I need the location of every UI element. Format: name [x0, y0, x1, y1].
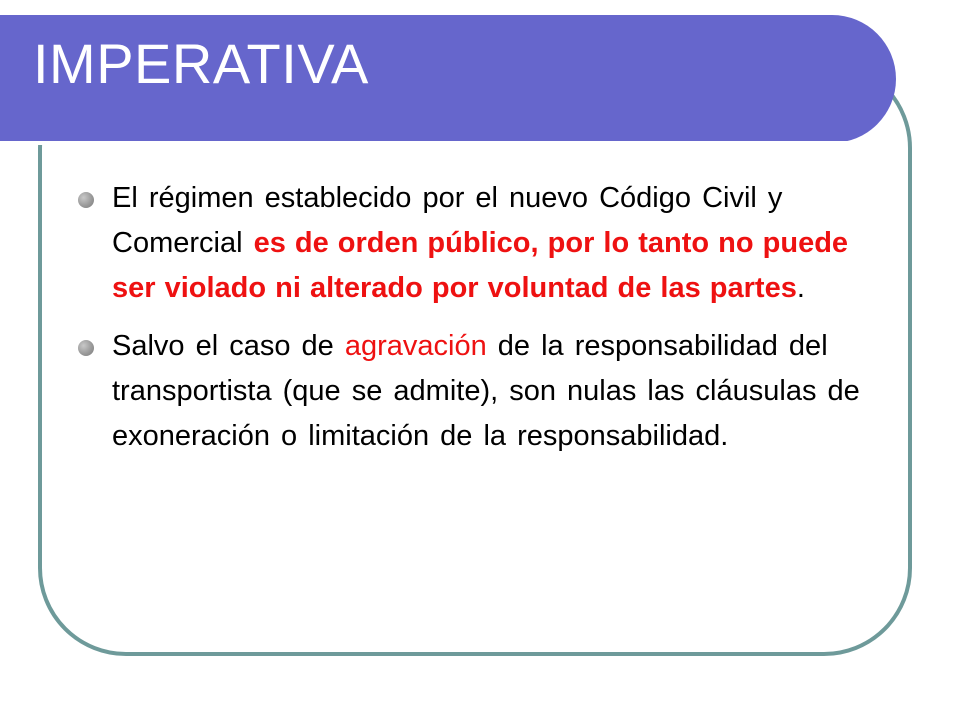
bullet-highlight: agravación — [344, 330, 487, 362]
bullet-item-orden-publico — [78, 176, 878, 311]
bullet-item-agravacion — [78, 324, 878, 459]
bullet-text: Salvo el caso de — [112, 330, 345, 362]
bullet-dot-icon — [78, 192, 94, 208]
bullet-text-end: . — [796, 272, 805, 304]
bullet-highlight: es de orden público, por lo tanto no puede ser violado ni alterado por voluntad de las partes — [112, 227, 849, 304]
bullet-text-end: de la responsabilidad del transportista (que se admite), son nulas las cláusulas de exoneración o limitación de la responsabilidad. — [112, 330, 860, 452]
bullet-text: El régimen establecido por el nuevo Código Civil y Comercial — [112, 182, 783, 259]
slide-title: IMPERATIVA — [33, 32, 369, 95]
bullet-dot-icon — [78, 340, 94, 356]
bullet-list — [78, 176, 878, 472]
title-underline — [0, 141, 848, 145]
